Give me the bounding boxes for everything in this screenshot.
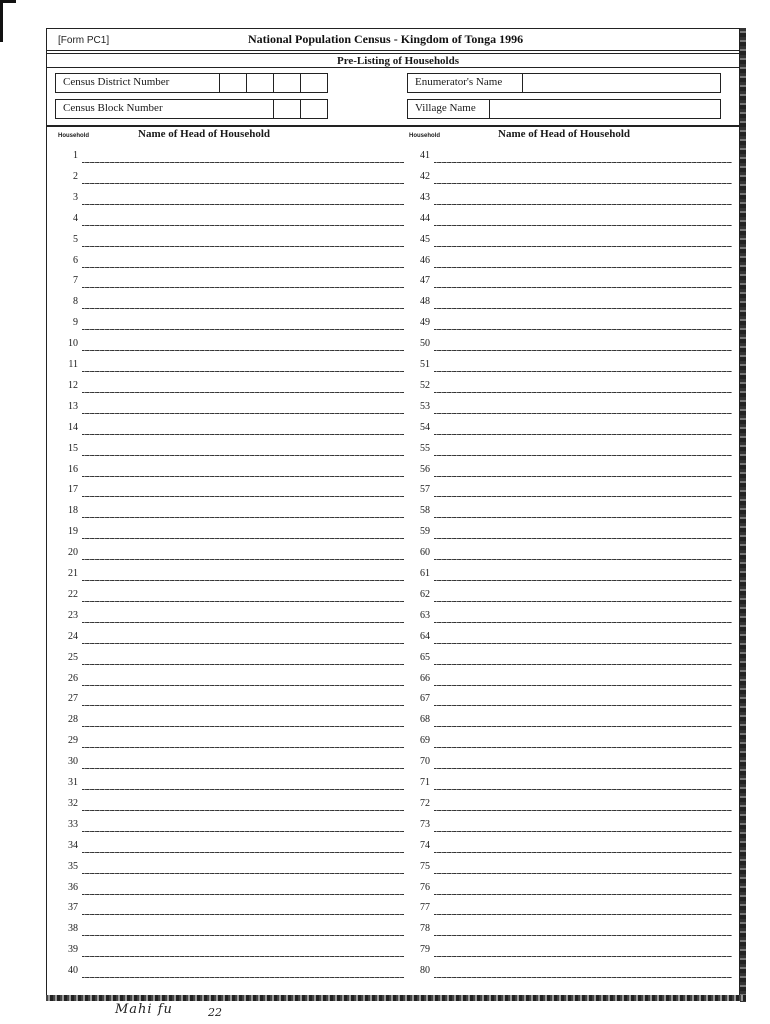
head-of-household-line[interactable] — [82, 789, 404, 790]
household-number: 48 — [420, 296, 430, 308]
household-number: 60 — [420, 547, 430, 559]
household-number: 11 — [68, 359, 78, 370]
head-of-household-line[interactable] — [82, 413, 404, 414]
head-of-household-line[interactable] — [434, 350, 732, 351]
enumerator-name-field[interactable] — [407, 73, 721, 93]
head-of-household-line[interactable] — [434, 329, 732, 330]
head-of-household-line[interactable] — [434, 747, 732, 748]
household-number: 58 — [420, 505, 430, 517]
head-of-household-line[interactable] — [82, 894, 404, 895]
head-of-household-line[interactable] — [434, 538, 732, 539]
head-of-household-line[interactable] — [82, 162, 404, 163]
head-of-household-line[interactable] — [434, 496, 732, 497]
head-of-household-line[interactable] — [434, 162, 732, 163]
district-digit-cell[interactable] — [246, 73, 273, 93]
household-number: 75 — [420, 860, 430, 872]
head-of-household-line[interactable] — [82, 935, 404, 936]
household-number: 62 — [420, 588, 430, 600]
household-number: 22 — [68, 588, 78, 600]
head-of-household-line[interactable] — [434, 371, 732, 372]
census-block-number-field[interactable] — [55, 99, 328, 119]
scan-edge — [0, 0, 3, 42]
head-of-household-line[interactable] — [434, 434, 732, 435]
head-of-household-line[interactable] — [82, 831, 404, 832]
left-name-header: Name of Head of Household — [138, 128, 270, 140]
household-number: 47 — [420, 275, 430, 287]
household-number: 63 — [420, 609, 430, 621]
household-number: 3 — [73, 191, 78, 203]
household-number: 59 — [420, 526, 430, 538]
head-of-household-line[interactable] — [434, 455, 732, 456]
household-number: 61 — [420, 568, 430, 579]
village-name-field[interactable] — [407, 99, 721, 119]
head-of-household-line[interactable] — [434, 956, 732, 957]
head-of-household-line[interactable] — [82, 643, 404, 644]
household-number: 30 — [68, 756, 78, 768]
household-number: 38 — [68, 923, 78, 935]
head-of-household-line[interactable] — [82, 434, 404, 435]
household-number: 9 — [73, 317, 78, 329]
household-number: 43 — [420, 191, 430, 203]
head-of-household-line[interactable] — [82, 559, 404, 560]
head-of-household-line[interactable] — [434, 413, 732, 414]
head-of-household-line[interactable] — [434, 768, 732, 769]
household-number: 17 — [68, 484, 78, 496]
household-number: 79 — [420, 944, 430, 956]
scan-corner-mark — [0, 0, 16, 3]
head-of-household-line[interactable] — [434, 225, 732, 226]
household-number: 73 — [420, 818, 430, 830]
household-number: 23 — [68, 609, 78, 621]
form-subtitle — [0, 55, 770, 67]
right-name-header: Name of Head of Household — [498, 128, 630, 140]
household-number: 32 — [68, 797, 78, 809]
household-number: 67 — [420, 693, 430, 705]
household-number: 21 — [68, 568, 78, 579]
head-of-household-line[interactable] — [434, 517, 732, 518]
scan-shadow-bottom — [46, 995, 746, 1001]
household-number: 7 — [73, 275, 78, 287]
household-number: 25 — [68, 651, 78, 663]
head-of-household-line[interactable] — [82, 496, 404, 497]
head-of-household-line[interactable] — [434, 559, 732, 560]
head-of-household-line[interactable] — [82, 977, 404, 978]
household-number: 5 — [73, 233, 78, 245]
head-of-household-line[interactable] — [82, 852, 404, 853]
household-number: 72 — [420, 797, 430, 809]
head-of-household-line[interactable] — [82, 685, 404, 686]
title-rule-bottom — [46, 53, 740, 54]
head-of-household-line[interactable] — [82, 601, 404, 602]
household-number: 16 — [68, 463, 78, 475]
title-rule-top — [46, 50, 740, 51]
household-number: 18 — [68, 505, 78, 517]
household-number: 29 — [68, 735, 78, 747]
block-digit-cell[interactable] — [300, 99, 327, 119]
village-name-label: Village Name — [415, 102, 476, 114]
head-of-household-line[interactable] — [82, 517, 404, 518]
head-of-household-line[interactable] — [82, 308, 404, 309]
household-number: 64 — [420, 630, 430, 642]
household-number: 10 — [68, 338, 78, 350]
head-of-household-line[interactable] — [434, 977, 732, 978]
household-number: 12 — [68, 379, 78, 391]
head-of-household-line[interactable] — [434, 246, 732, 247]
district-digit-cell[interactable] — [273, 73, 300, 93]
census-district-number-label: Census District Number — [63, 76, 170, 88]
household-number: 50 — [420, 338, 430, 350]
census-block-number-label: Census Block Number — [63, 102, 163, 114]
left-household-header: Household — [58, 133, 89, 139]
handwritten-number: 22 — [208, 1006, 222, 1019]
household-number: 69 — [420, 735, 430, 747]
household-number: 15 — [68, 442, 78, 454]
form-subtitle-text: Pre-Listing of Households — [336, 55, 460, 67]
head-of-household-line[interactable] — [434, 392, 732, 393]
household-number: 33 — [68, 818, 78, 830]
block-digit-cell[interactable] — [273, 99, 300, 119]
household-number: 42 — [420, 170, 430, 182]
head-of-household-line[interactable] — [82, 267, 404, 268]
head-of-household-line[interactable] — [82, 538, 404, 539]
head-of-household-line[interactable] — [434, 873, 732, 874]
household-number: 39 — [68, 944, 78, 956]
head-of-household-line[interactable] — [434, 705, 732, 706]
household-number: 19 — [68, 526, 78, 538]
head-of-household-line[interactable] — [434, 935, 732, 936]
household-number: 80 — [420, 965, 430, 977]
head-of-household-line[interactable] — [82, 726, 404, 727]
head-of-household-line[interactable] — [82, 705, 404, 706]
form-id: [Form PC1] — [58, 35, 110, 46]
household-number: 53 — [420, 400, 430, 412]
head-of-household-line[interactable] — [82, 287, 404, 288]
household-number: 2 — [73, 170, 78, 182]
head-of-household-line[interactable] — [82, 873, 404, 874]
head-of-household-line[interactable] — [82, 622, 404, 623]
head-of-household-line[interactable] — [82, 476, 404, 477]
head-of-household-line[interactable] — [434, 476, 732, 477]
subtitle-rule — [46, 67, 740, 68]
household-number: 57 — [420, 484, 430, 496]
household-number: 40 — [68, 965, 78, 977]
household-number: 52 — [420, 379, 430, 391]
household-number: 31 — [68, 777, 78, 788]
household-number: 44 — [420, 212, 430, 224]
head-of-household-line[interactable] — [434, 183, 732, 184]
head-of-household-line[interactable] — [82, 183, 404, 184]
head-of-household-line[interactable] — [434, 287, 732, 288]
household-number: 46 — [420, 254, 430, 266]
household-number: 55 — [420, 442, 430, 454]
census-district-number-field[interactable] — [55, 73, 328, 93]
head-of-household-line[interactable] — [434, 580, 732, 581]
head-of-household-line[interactable] — [82, 914, 404, 915]
head-of-household-line[interactable] — [434, 267, 732, 268]
household-number: 20 — [68, 547, 78, 559]
head-of-household-line[interactable] — [434, 664, 732, 665]
district-digit-cell[interactable] — [300, 73, 327, 93]
household-number: 24 — [68, 630, 78, 642]
household-number: 76 — [420, 881, 430, 893]
household-number: 51 — [420, 359, 430, 370]
household-number: 1 — [73, 150, 78, 161]
household-number: 6 — [73, 254, 78, 266]
form-title: National Population Census - Kingdom of Tonga 1996 — [248, 32, 524, 46]
household-number: 26 — [68, 672, 78, 684]
head-of-household-line[interactable] — [82, 747, 404, 748]
household-number: 78 — [420, 923, 430, 935]
head-of-household-line[interactable] — [82, 350, 404, 351]
household-number: 74 — [420, 839, 430, 851]
head-of-household-line[interactable] — [434, 643, 732, 644]
handwritten-signature: Mahi fu — [115, 1002, 173, 1017]
household-number: 35 — [68, 860, 78, 872]
household-number: 4 — [73, 212, 78, 224]
head-of-household-line[interactable] — [434, 726, 732, 727]
village-name-divider — [489, 99, 490, 119]
household-number: 54 — [420, 421, 430, 433]
head-of-household-line[interactable] — [434, 685, 732, 686]
head-of-household-line[interactable] — [434, 894, 732, 895]
household-number: 27 — [68, 693, 78, 705]
household-number: 65 — [420, 651, 430, 663]
head-of-household-line[interactable] — [82, 664, 404, 665]
household-number: 68 — [420, 714, 430, 726]
enumerator-name-divider — [522, 73, 523, 93]
head-of-household-line[interactable] — [82, 392, 404, 393]
header-separator — [46, 125, 740, 127]
head-of-household-line[interactable] — [434, 914, 732, 915]
head-of-household-line[interactable] — [82, 956, 404, 957]
household-number: 14 — [68, 421, 78, 433]
head-of-household-line[interactable] — [82, 204, 404, 205]
household-number: 77 — [420, 902, 430, 914]
head-of-household-line[interactable] — [82, 580, 404, 581]
household-number: 45 — [420, 233, 430, 245]
head-of-household-line[interactable] — [82, 455, 404, 456]
scan-shadow-right — [740, 28, 746, 1002]
right-household-header: Household — [409, 133, 440, 139]
head-of-household-line[interactable] — [82, 768, 404, 769]
head-of-household-line[interactable] — [434, 789, 732, 790]
head-of-household-line[interactable] — [434, 810, 732, 811]
head-of-household-line[interactable] — [434, 308, 732, 309]
household-number: 49 — [420, 317, 430, 329]
head-of-household-line[interactable] — [434, 852, 732, 853]
head-of-household-line[interactable] — [434, 622, 732, 623]
household-number: 70 — [420, 756, 430, 768]
head-of-household-line[interactable] — [82, 246, 404, 247]
head-of-household-line[interactable] — [434, 204, 732, 205]
household-number: 71 — [420, 777, 430, 788]
household-number: 66 — [420, 672, 430, 684]
household-number: 36 — [68, 881, 78, 893]
household-number: 8 — [73, 296, 78, 308]
head-of-household-line[interactable] — [82, 371, 404, 372]
head-of-household-line[interactable] — [434, 601, 732, 602]
enumerator-name-label: Enumerator's Name — [415, 76, 503, 88]
head-of-household-line[interactable] — [82, 810, 404, 811]
household-number: 56 — [420, 463, 430, 475]
household-number: 41 — [420, 150, 430, 161]
head-of-household-line[interactable] — [82, 329, 404, 330]
head-of-household-line[interactable] — [434, 831, 732, 832]
head-of-household-line[interactable] — [82, 225, 404, 226]
household-number: 13 — [68, 400, 78, 412]
household-number: 37 — [68, 902, 78, 914]
district-digit-cell[interactable] — [219, 73, 246, 93]
household-number: 28 — [68, 714, 78, 726]
household-number: 34 — [68, 839, 78, 851]
